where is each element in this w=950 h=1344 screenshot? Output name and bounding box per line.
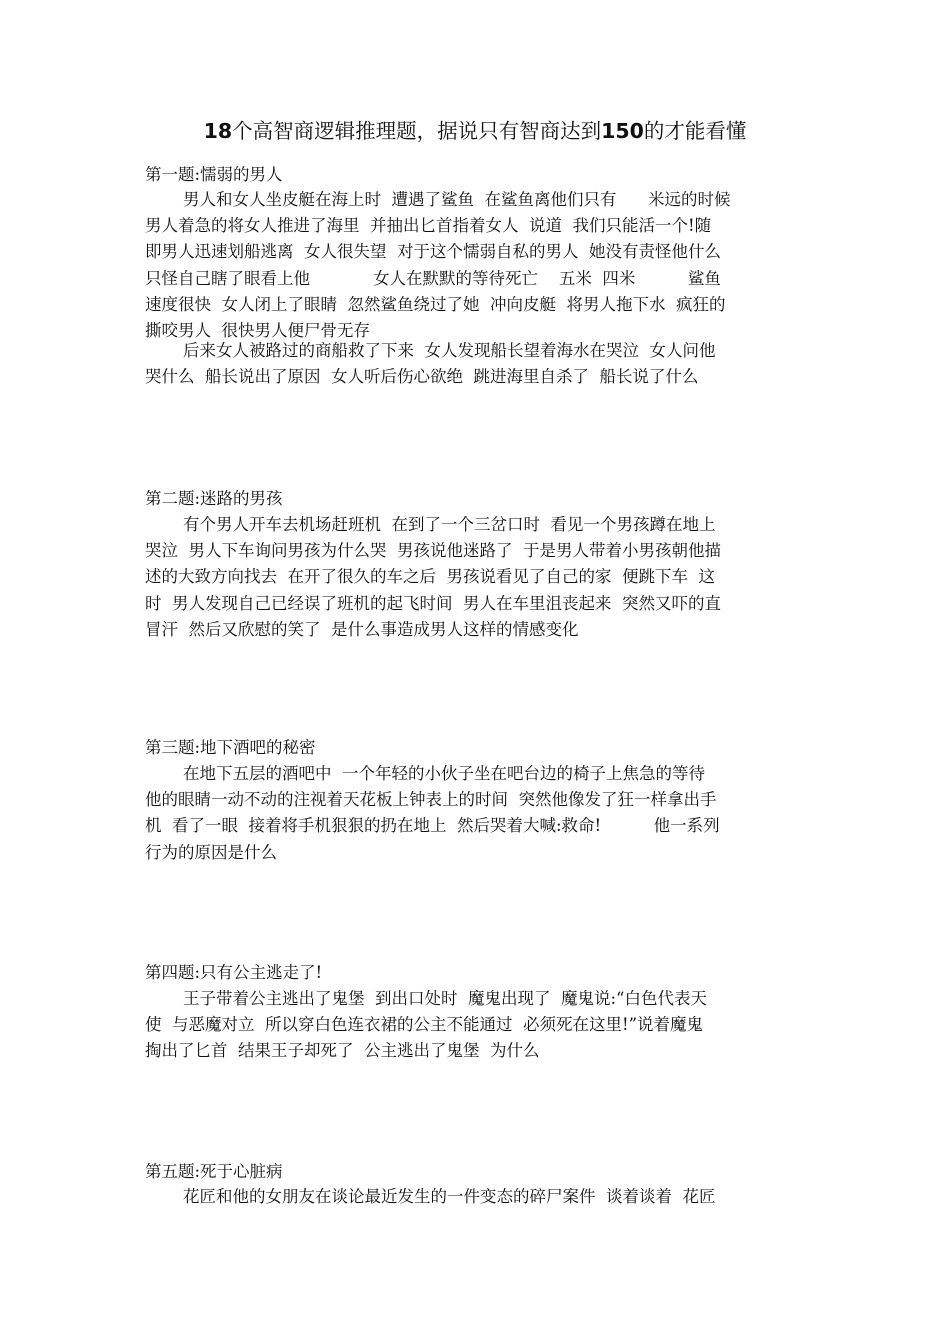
title-number-150: 150: [601, 119, 644, 143]
paragraph-line: 使 与恶魔对立 所以穿白色连衣裙的公主不能通过 必须死在这里!”说着魔鬼: [145, 1015, 704, 1035]
paragraph-line: 机 看了一眼 接着将手机狠狠的扔在地上 然后哭着大喊:救命! 他一系列: [145, 816, 720, 836]
paragraph-line: 冒汗 然后又欣慰的笑了 是什么事造成男人这样的情感变化: [145, 619, 579, 639]
paragraph-line: 述的大致方向找去 在开了很久的车之后 男孩说看见了自己的家 便跳下车 这: [145, 567, 715, 587]
paragraph-line: 速度很快 女人闭上了眼睛 忽然鲨鱼绕过了她 冲向皮艇 将男人拖下水 疯狂的: [145, 294, 726, 314]
question-1-paragraph-2: [145, 338, 815, 390]
question-1-paragraph-1: [145, 187, 815, 344]
paragraph-line: 在地下五层的酒吧中 一个年轻的小伙子坐在吧台边的椅子上焦急的等待: [183, 764, 705, 783]
title-number-18: 18: [203, 119, 233, 143]
paragraph-line: 他的眼睛一动不动的注视着天花板上钟表上的时间 突然他像发了狂一样拿出手: [145, 790, 717, 810]
question-5-heading: 第五题:死于心脏病: [145, 1162, 283, 1181]
paragraph-line: 男人着急的将女人推进了海里 并抽出匕首指着女人 说道 我们只能活一个!随: [145, 216, 712, 236]
title-text-part1: 个高智商逻辑推理题，据说只有智商达到: [232, 119, 602, 143]
paragraph-line: 有个男人开车去机场赶班机 在到了一个三岔口时 看见一个男孩蹲在地上: [183, 515, 716, 534]
paragraph-line: 男人和女人坐皮艇在海上时 遭遇了鲨鱼 在鲨鱼离他们只有 米远的时候: [183, 190, 731, 209]
paragraph-line: 王子带着公主逃出了鬼堡 到出口处时 魔鬼出现了 魔鬼说:“白色代表天: [183, 989, 707, 1008]
question-4-heading: 第四题:只有公主逃走了!: [145, 963, 323, 982]
paragraph-line: 后来女人被路过的商船救了下来 女人发现船长望着海水在哭泣 女人问他: [183, 341, 716, 360]
title-text-part2: 的才能看懂: [643, 119, 747, 143]
paragraph-line: 只怪自己瞎了眼看上他 女人在默默的等待死亡 五米 四米 鲨鱼: [145, 268, 721, 288]
question-2-paragraph-1: [145, 512, 815, 643]
question-2-heading: 第二题:迷路的男孩: [145, 489, 283, 508]
question-3-heading: 第三题:地下酒吧的秘密: [145, 738, 316, 757]
question-3-paragraph-1: [145, 761, 815, 866]
paragraph-line: 时 男人发现自己已经误了班机的起飞时间 男人在车里沮丧起来 突然又吓的直: [145, 593, 721, 613]
document-title: [0, 117, 950, 145]
paragraph-line: 哭什么 船长说出了原因 女人听后伤心欲绝 跳进海里自杀了 船长说了什么: [145, 367, 699, 387]
question-1-heading: 第一题:懦弱的男人: [145, 165, 283, 184]
question-4-paragraph-1: [145, 986, 815, 1065]
paragraph-line: 行为的原因是什么: [145, 842, 277, 862]
paragraph-line: 哭泣 男人下车询问男孩为什么哭 男孩说他迷路了 于是男人带着小男孩朝他描: [145, 541, 721, 561]
paragraph-line: 即男人迅速划船逃离 女人很失望 对于这个懦弱自私的男人 她没有责怪他什么: [145, 242, 721, 262]
question-5-paragraph-1: [145, 1184, 815, 1210]
paragraph-line: 花匠和他的女朋友在谈论最近发生的一件变态的碎尸案件 谈着谈着 花匠: [183, 1187, 716, 1206]
paragraph-line: 撕咬男人 很快男人便尸骨无存: [145, 320, 370, 340]
paragraph-line: 掏出了匕首 结果王子却死了 公主逃出了鬼堡 为什么: [145, 1041, 540, 1061]
